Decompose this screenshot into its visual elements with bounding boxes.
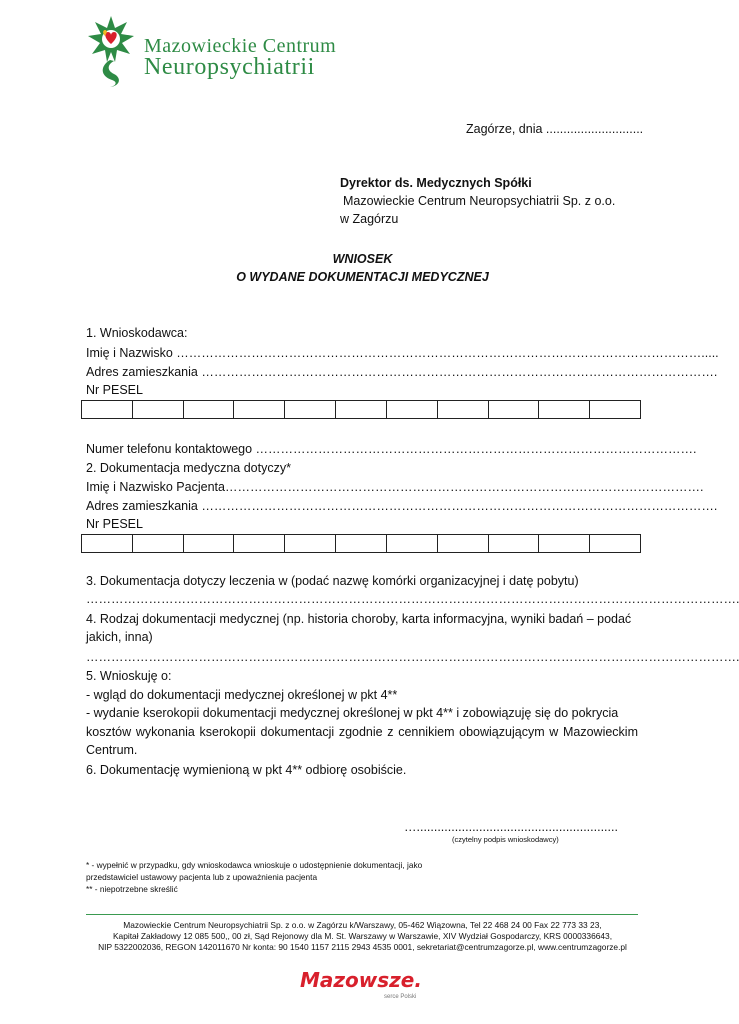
option-copy-line2: kosztów wykonania kserokopii dokumentacji zgodnie z cennikiem obowiązującym w Mazowieckim [86,725,638,739]
mazowsze-logo-text: Mazowsze. [300,968,422,992]
pesel-cell [336,401,387,419]
pesel-cell [488,401,539,419]
section5-title: 5. Wnioskuję o: [86,669,172,683]
logo [86,14,386,90]
pesel-cell [386,535,437,553]
section1-title: 1. Wnioskodawca: [86,326,188,340]
patient-address-field: Adres zamieszkania ……………………………………………………………………………………………………………. [86,499,718,513]
patient-pesel-grid [81,534,641,553]
pesel-cell [437,535,488,553]
pesel-cell [132,401,183,419]
applicant-pesel-label: Nr PESEL [86,383,143,397]
pesel-cell [285,401,336,419]
section3-dots: …………………………………………………………………………………………………………………………………………. [86,592,739,606]
footnote-1-line2: przedstawiciel ustawowy pacjenta lub z upoważnienia pacjenta [86,872,318,882]
logo-line1: Mazowieckie Centrum [144,35,337,57]
pesel-cell [590,401,641,419]
option-view: - wgląd do dokumentacji medycznej określonej w pkt 4** [86,688,398,702]
form-title: WNIOSEK [332,252,393,266]
addressee-title: Dyrektor ds. Medycznych Spółki [340,176,532,190]
section4-dots: …………………………………………………………………………………………………………………………………………. [86,650,739,664]
pesel-cell [590,535,641,553]
pesel-cell [82,401,133,419]
pesel-cell [386,401,437,419]
place-date: Zagórze, dnia ............................ [466,122,644,136]
footer-line1: Mazowieckie Centrum Neuropsychiatrii Sp. z o.o. w Zagórzu k/Warszawy, 05-462 Wiązowna, Tel 22 468 24 00 Fax 22 773 33 23, [123,920,602,930]
patient-pesel-label: Nr PESEL [86,517,143,531]
pesel-cell [82,535,133,553]
mazowsze-logo [300,968,430,1008]
pesel-cell [285,535,336,553]
addressee-company: Mazowieckie Centrum Neuropsychiatrii Sp. z o.o. [343,194,616,208]
form-subtitle: O WYDANE DOKUMENTACJI MEDYCZNEJ [236,270,489,284]
option-copy-line1: - wydanie kserokopii dokumentacji medycznej określonej w pkt 4** i zobowiązuję się do pokrycia [86,706,619,720]
mazowsze-logo-subtitle: serce Polski [384,994,417,1000]
section4-title-cont: jakich, inna) [86,630,153,644]
option-copy-line3: Centrum. [86,743,138,757]
applicant-phone-field: Numer telefonu kontaktowego ……………………………………………………………………………………………. [86,442,697,456]
pesel-cell [132,535,183,553]
signature-caption: (czytelny podpis wnioskodawcy) [452,835,559,844]
section2-title: 2. Dokumentacja medyczna dotyczy* [86,461,291,475]
applicant-name-field: Imię i Nazwisko ………………………………………………………………………………………………………………..... [86,346,719,360]
pesel-cell [336,535,387,553]
pesel-cell [234,401,285,419]
section3-title: 3. Dokumentacja dotyczy leczenia w (podać nazwę komórki organizacyjnej i datę pobytu) [86,574,579,588]
patient-name-field: Imię i Nazwisko Pacjenta……………………………………………………………………………………………………. [86,480,704,494]
applicant-address-field: Adres zamieszkania ……………………………………………………………………………………………………………. [86,365,718,379]
signature-line: ….......................................................... [404,820,618,834]
pesel-cell [234,535,285,553]
footer-line2: Kapitał Zakładowy 12 085 500,, 00 zł, Sąd Rejonowy dla M. St. Warszawy w Warszawie, XIV Wydział Gospodarczy, KRS 0000336643, [112,931,613,941]
footnote-2: ** - niepotrzebne skreślić [86,884,178,894]
pesel-cell [183,401,234,419]
pesel-cell [539,535,590,553]
pesel-cell [183,535,234,553]
pesel-cell [437,401,488,419]
pesel-cell [488,535,539,553]
logo-line2: Neuropsychiatrii [144,54,315,80]
footer-line3: NIP 5322002036, REGON 142011670 Nr konta: 90 1540 1157 2115 2943 4535 0001, sekretariat@centrumzagorze.pl, www.centrumzagorze.pl [98,942,627,952]
footer-divider [86,914,638,915]
section4-title: 4. Rodzaj dokumentacji medycznej (np. historia choroby, karta informacyjna, wyniki badań – podać [86,612,632,626]
section6-text: 6. Dokumentację wymienioną w pkt 4** odbiorę osobiście. [86,763,407,777]
pesel-cell [539,401,590,419]
applicant-pesel-grid [81,400,641,419]
addressee-city: w Zagórzu [340,212,399,226]
footnote-1-line1: * - wypełnić w przypadku, gdy wnioskodawca wnioskuje o udostępnienie dokumentacji, jako [86,860,423,870]
logo-emblem-icon [86,14,136,88]
